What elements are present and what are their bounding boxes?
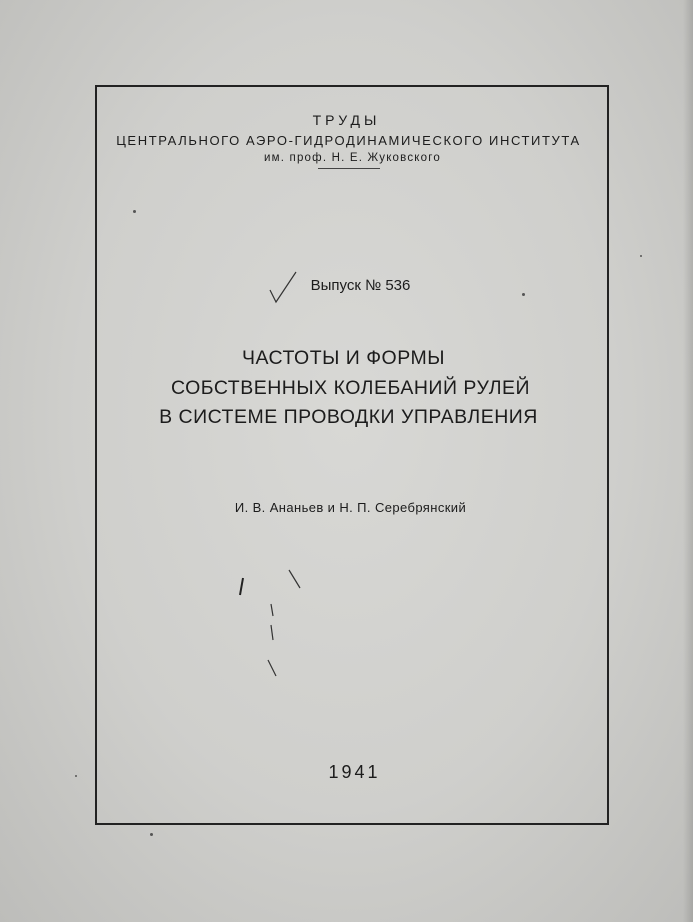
issue-number: Выпуск № 536 — [310, 277, 411, 294]
authors: И. В. Ананьев и Н. П. Серебрянский — [234, 500, 467, 515]
series-title: ТРУДЫ — [312, 112, 381, 128]
institute-named-after: им. проф. Н. Е. Жуковского — [264, 152, 441, 164]
paper-speck — [75, 775, 77, 777]
paper-speck — [150, 833, 153, 836]
title-line-3: В СИСТЕМЕ ПРОВОДКИ УПРАВЛЕНИЯ — [159, 406, 538, 428]
title-line-2: СОБСТВЕННЫХ КОЛЕБАНИЙ РУЛЕЙ — [170, 377, 531, 399]
publication-year: 1941 — [328, 762, 381, 782]
title-line-1: ЧАСТОТЫ И ФОРМЫ — [241, 347, 446, 369]
paper-speck — [133, 210, 136, 213]
paper-speck — [522, 293, 525, 296]
paper-speck — [640, 255, 642, 257]
institute-name: ЦЕНТРАЛЬНОГО АЭРО-ГИДРОДИНАМИЧЕСКОГО ИНСТИТУТА — [116, 133, 581, 148]
